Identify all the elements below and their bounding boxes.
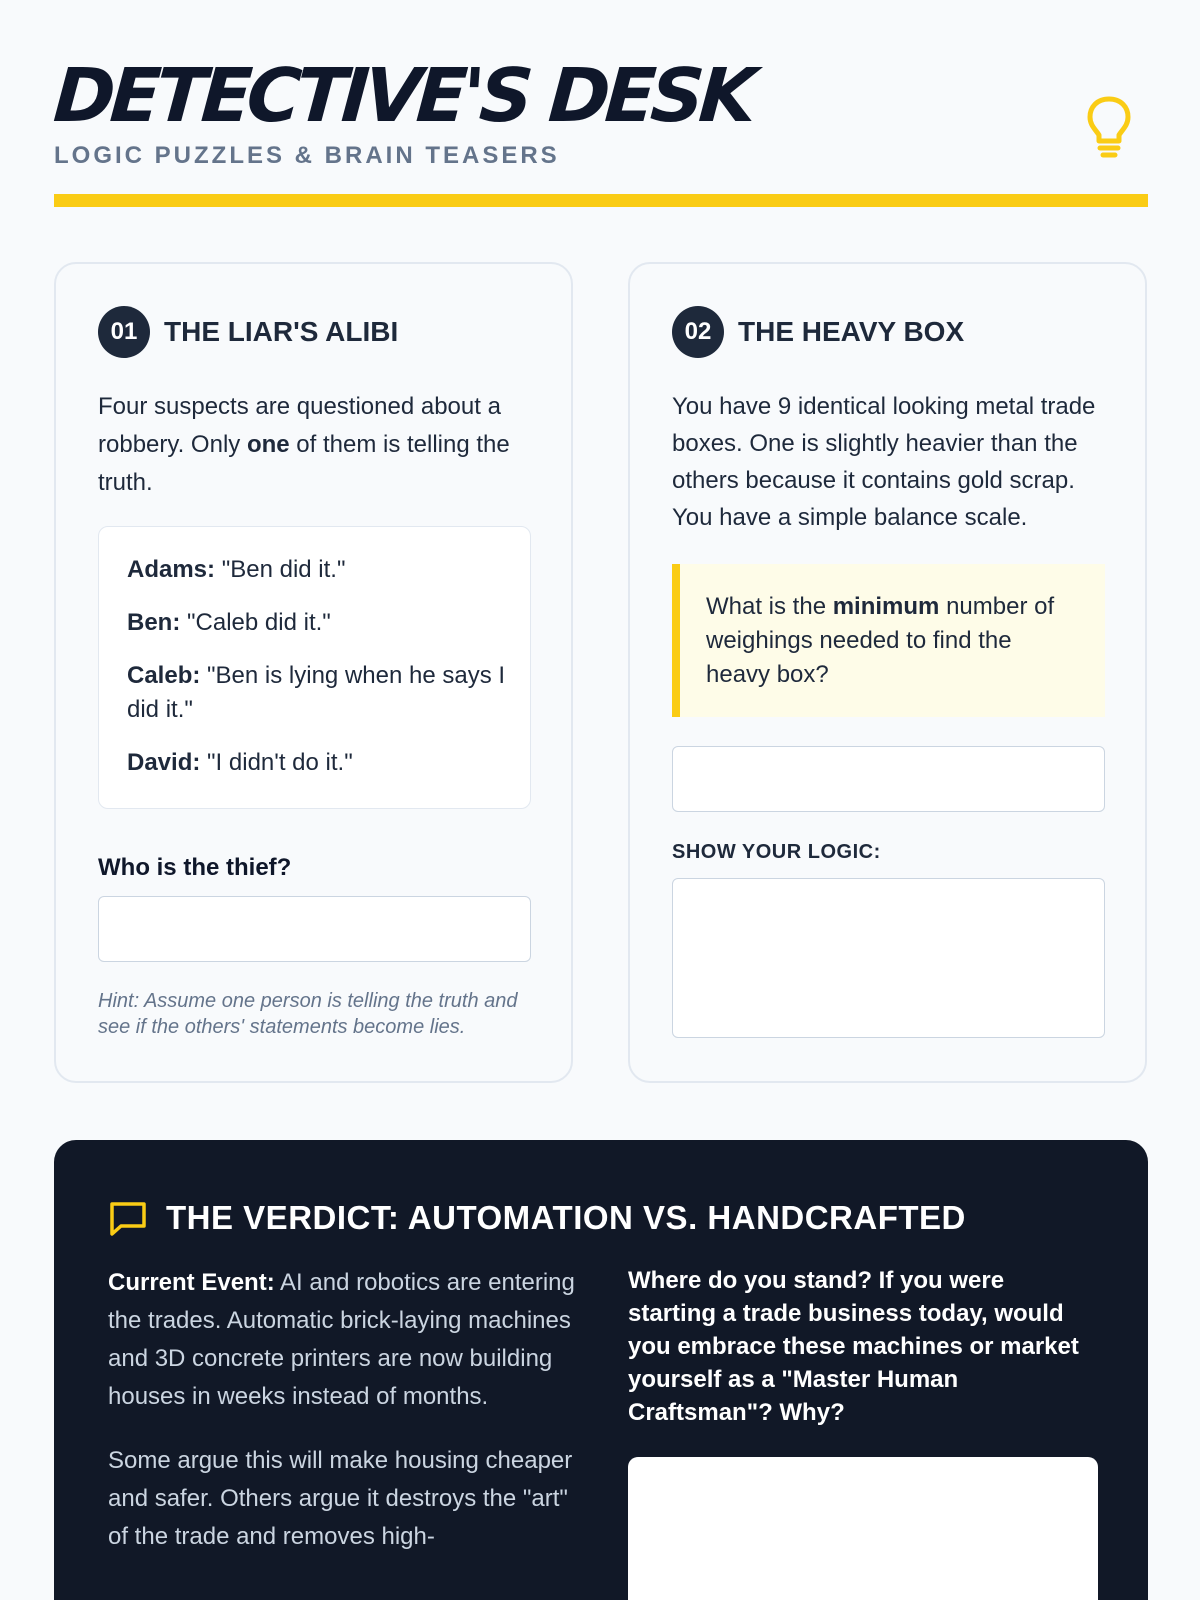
page-subtitle: LOGIC PUZZLES & BRAIN TEASERS	[54, 142, 560, 169]
argument-paragraph: Some argue this will make housing cheaper and safer. Others argue it destroys the "art" of the trade and removes high-	[108, 1447, 573, 1550]
statement-ben: Ben: "Caleb did it."	[127, 609, 331, 636]
puzzle-title: THE HEAVY BOX	[738, 316, 965, 347]
thief-answer-input[interactable]	[98, 896, 531, 962]
question-callout: What is the minimum number of weighings needed to find the heavy box?	[672, 564, 1105, 717]
puzzle-card-liars-alibi	[54, 262, 573, 1083]
puzzle-number-badge: 01	[98, 306, 150, 358]
puzzle-heading	[672, 306, 964, 358]
puzzle-intro: You have 9 identical looking metal trade boxes. One is slightly heavier than the others because it contains gold scrap. You have a simple balance scale.	[672, 393, 1096, 531]
statement-adams: Adams: "Ben did it."	[127, 556, 346, 583]
puzzle-hint: Hint: Assume one person is telling the truth and see if the others' statements become lies.	[98, 990, 518, 1038]
page-header	[50, 52, 1148, 207]
header-divider	[54, 194, 1148, 207]
lightbulb-icon	[1086, 95, 1132, 159]
puzzle-number-badge: 02	[672, 306, 724, 358]
puzzle-title: THE LIAR'S ALIBI	[164, 316, 399, 347]
statements-box	[98, 526, 531, 809]
logic-textarea[interactable]	[672, 878, 1105, 1038]
verdict-heading	[108, 1198, 966, 1238]
verdict-answer-textarea[interactable]	[628, 1457, 1098, 1600]
verdict-title: THE VERDICT: AUTOMATION VS. HANDCRAFTED	[166, 1199, 966, 1236]
puzzle-intro: Four suspects are questioned about a robbery. Only one of them is telling the truth.	[98, 393, 510, 496]
current-event	[108, 1264, 578, 1582]
chat-bubble-icon	[108, 1198, 148, 1238]
weighings-answer-input[interactable]	[672, 746, 1105, 812]
statement-david: David: "I didn't do it."	[127, 749, 353, 776]
verdict-panel	[54, 1140, 1148, 1600]
statement-caleb: Caleb: "Ben is lying when he says I did it."	[127, 662, 506, 723]
puzzle-heading	[98, 306, 398, 358]
puzzle-card-heavy-box	[628, 262, 1147, 1083]
logic-label: SHOW YOUR LOGIC:	[672, 841, 881, 863]
page-title: DETECTIVE'S DESK	[50, 53, 755, 139]
event-paragraph: Current Event: AI and robotics are entering the trades. Automatic brick-laying machines and 3D concrete printers are now building houses in weeks instead of months.	[108, 1269, 575, 1410]
verdict-question: Where do you stand? If you were starting a trade business today, would you embrace these machines or market yourself as a "Master Human Craftsman"? Why?	[628, 1267, 1079, 1426]
thief-question-label: Who is the thief?	[98, 854, 292, 881]
